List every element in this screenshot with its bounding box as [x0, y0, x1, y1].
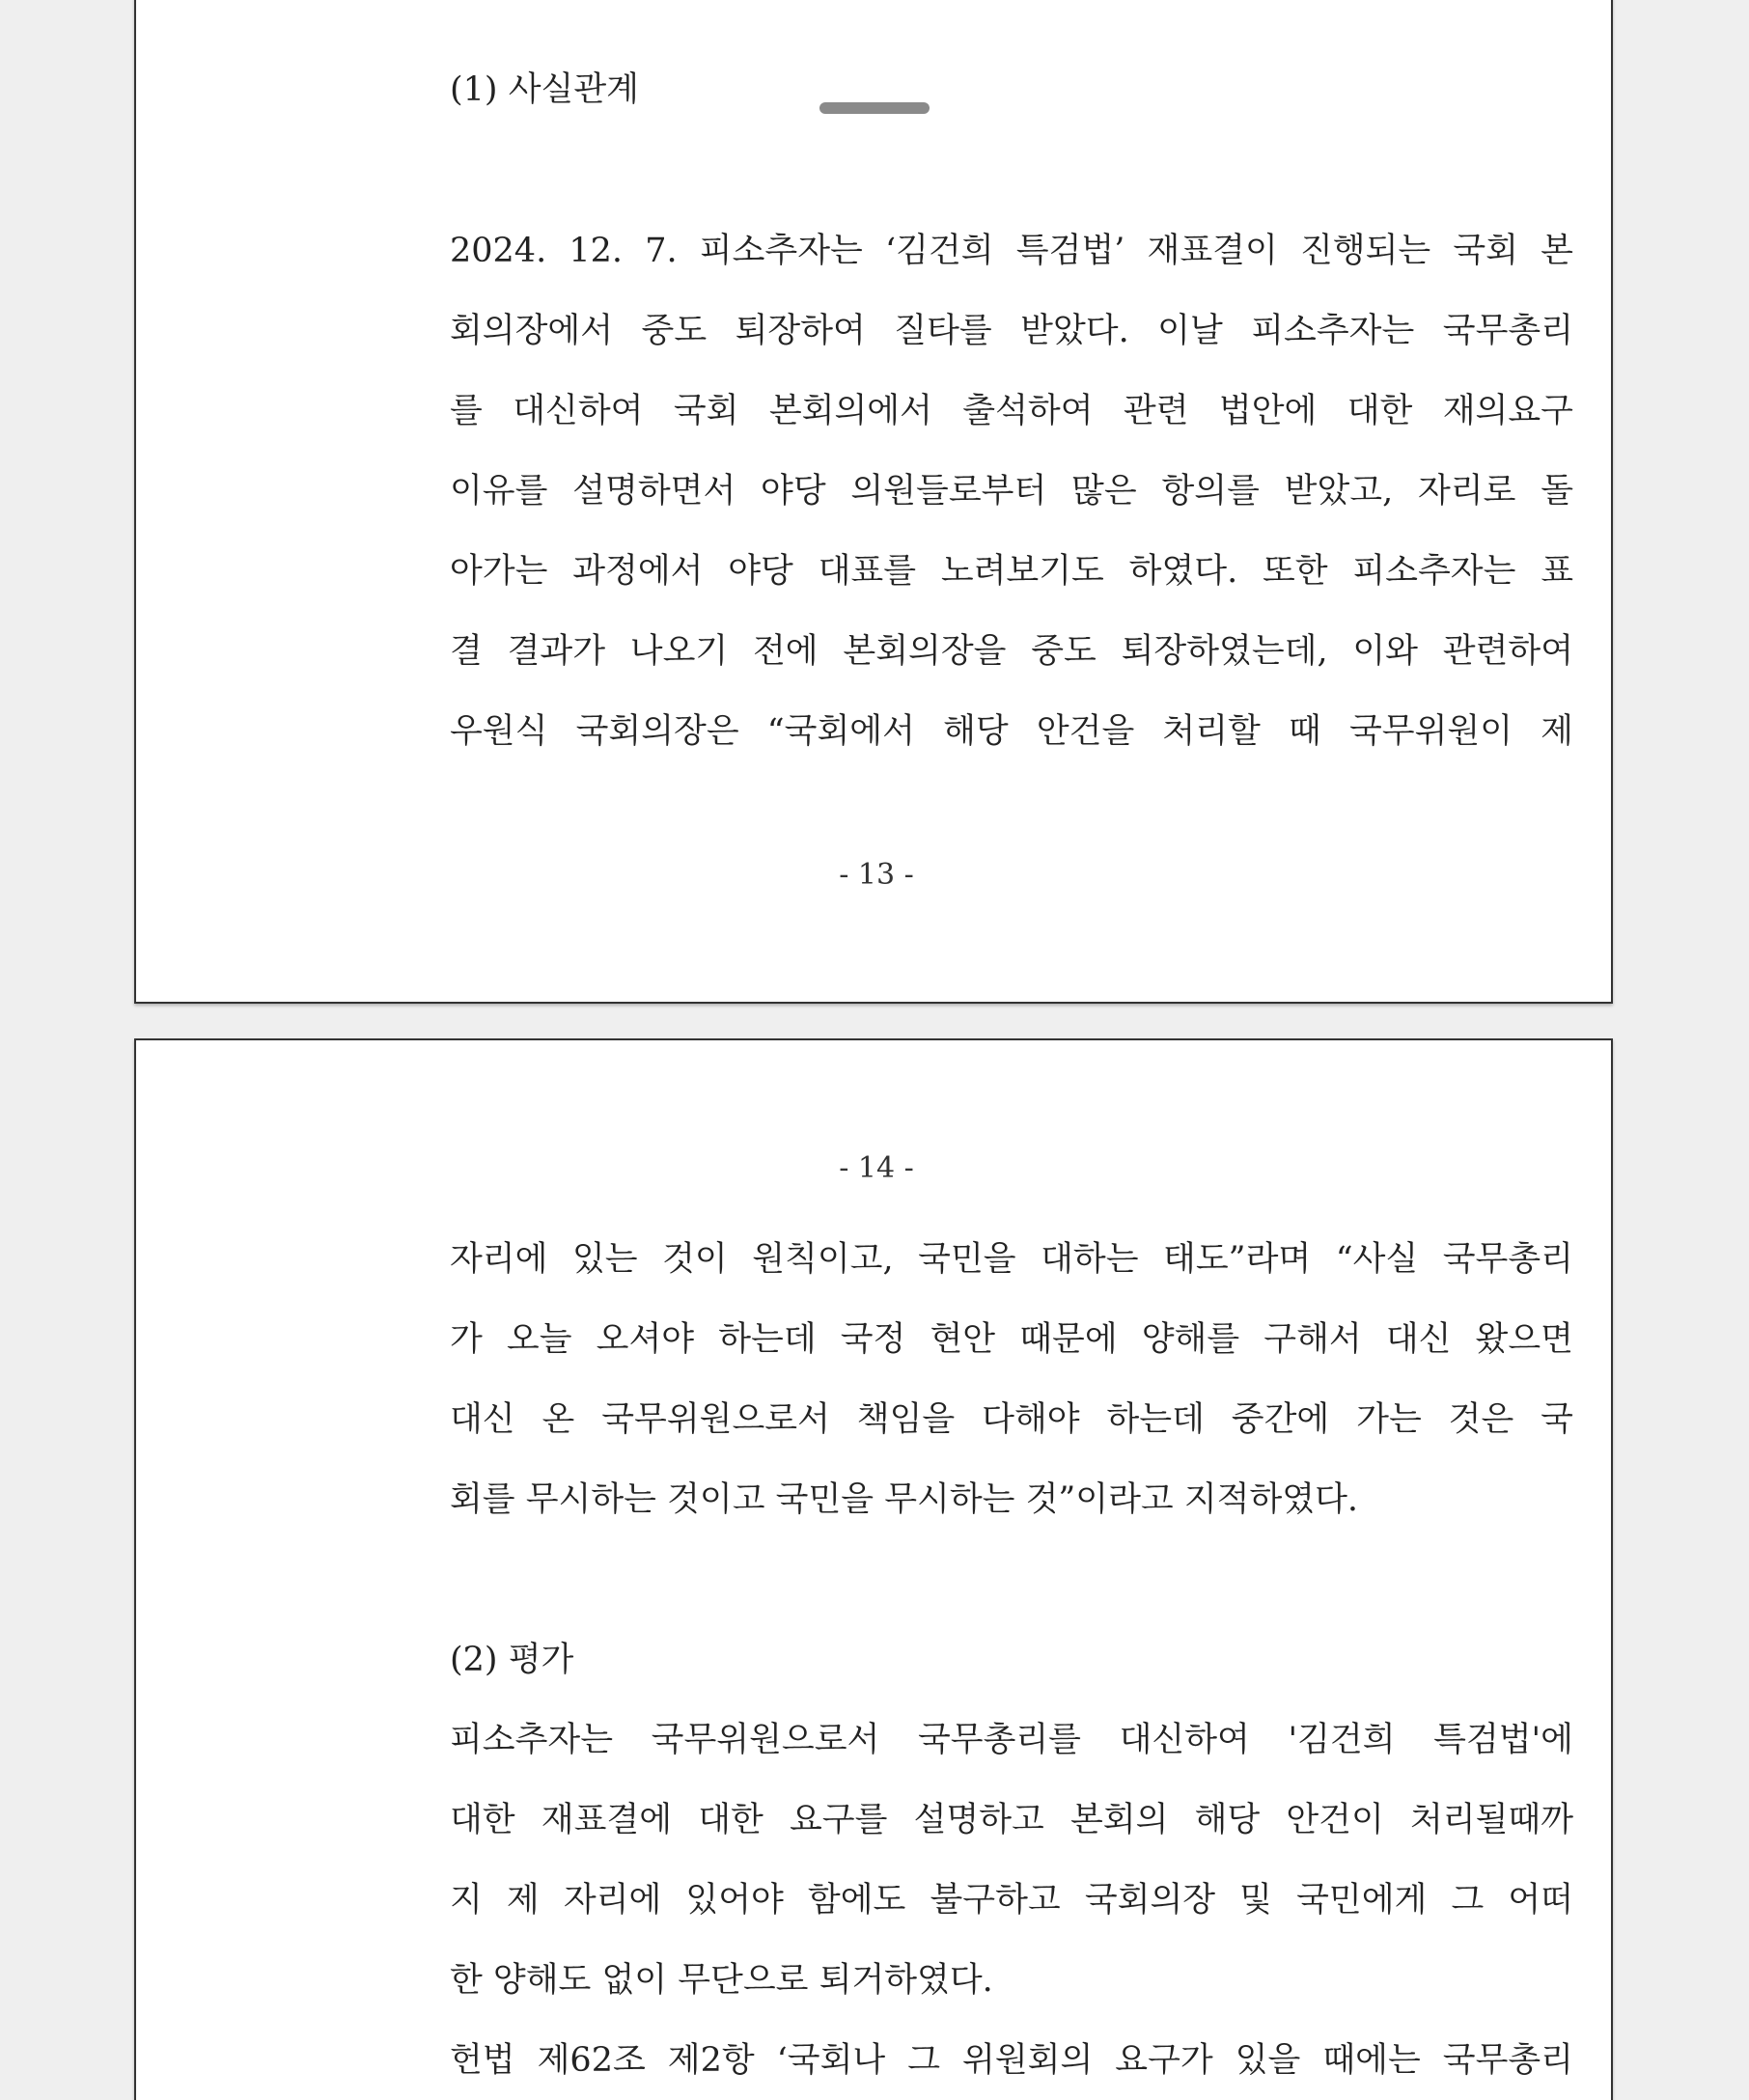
text-line: 2024. 12. 7. 피소추자는 ‘김건희 특검법’ 재표결이 진행되는 국회 본	[450, 232, 1573, 270]
page-number: - 13 -	[839, 858, 914, 892]
document-page-14	[134, 1038, 1613, 2100]
document-page-13	[134, 0, 1613, 1004]
text-line: 대신 온 국무위원으로서 책임을 다해야 하는데 중간에 가는 것은 국	[450, 1400, 1573, 1439]
text-line: 한 양해도 없이 무단으로 퇴거하였다.	[450, 1961, 993, 2000]
text-line: 회의장에서 중도 퇴장하여 질타를 받았다. 이날 피소추자는 국무총리	[450, 312, 1573, 350]
text-line: 헌법 제62조 제2항 ‘국회나 그 위원회의 요구가 있을 때에는 국무총리	[450, 2041, 1573, 2080]
page-number: - 14 -	[839, 1151, 914, 1185]
text-line: 이유를 설명하면서 야당 의원들로부터 많은 항의를 받았고, 자리로 돌	[450, 472, 1573, 511]
text-line: 결 결과가 나오기 전에 본회의장을 중도 퇴장하였는데, 이와 관련하여	[450, 632, 1573, 671]
section-heading-evaluation: (2) 평가	[450, 1641, 574, 1679]
text-line: 대한 재표결에 대한 요구를 설명하고 본회의 해당 안건이 처리될때까	[450, 1801, 1573, 1839]
drag-handle[interactable]	[819, 102, 930, 114]
text-line: 피소추자는 국무위원으로서 국무총리를 대신하여 '김건희 특검법'에	[450, 1721, 1573, 1759]
section-heading-facts: (1) 사실관계	[450, 70, 639, 109]
text-line: 를 대신하여 국회 본회의에서 출석하여 관련 법안에 대한 재의요구	[450, 392, 1573, 430]
text-line: 가 오늘 오셔야 하는데 국정 현안 때문에 양해를 구해서 대신 왔으면	[450, 1320, 1573, 1359]
text-line: 지 제 자리에 있어야 함에도 불구하고 국회의장 및 국민에게 그 어떠	[450, 1881, 1573, 1920]
text-line: 아가는 과정에서 야당 대표를 노려보기도 하였다. 또한 피소추자는 표	[450, 552, 1573, 591]
text-line: 자리에 있는 것이 원칙이고, 국민을 대하는 태도”라며 “사실 국무총리	[450, 1240, 1573, 1279]
text-line: 우원식 국회의장은 “국회에서 해당 안건을 처리할 때 국무위원이 제	[450, 712, 1573, 751]
text-line: 회를 무시하는 것이고 국민을 무시하는 것”이라고 지적하였다.	[450, 1480, 1359, 1519]
